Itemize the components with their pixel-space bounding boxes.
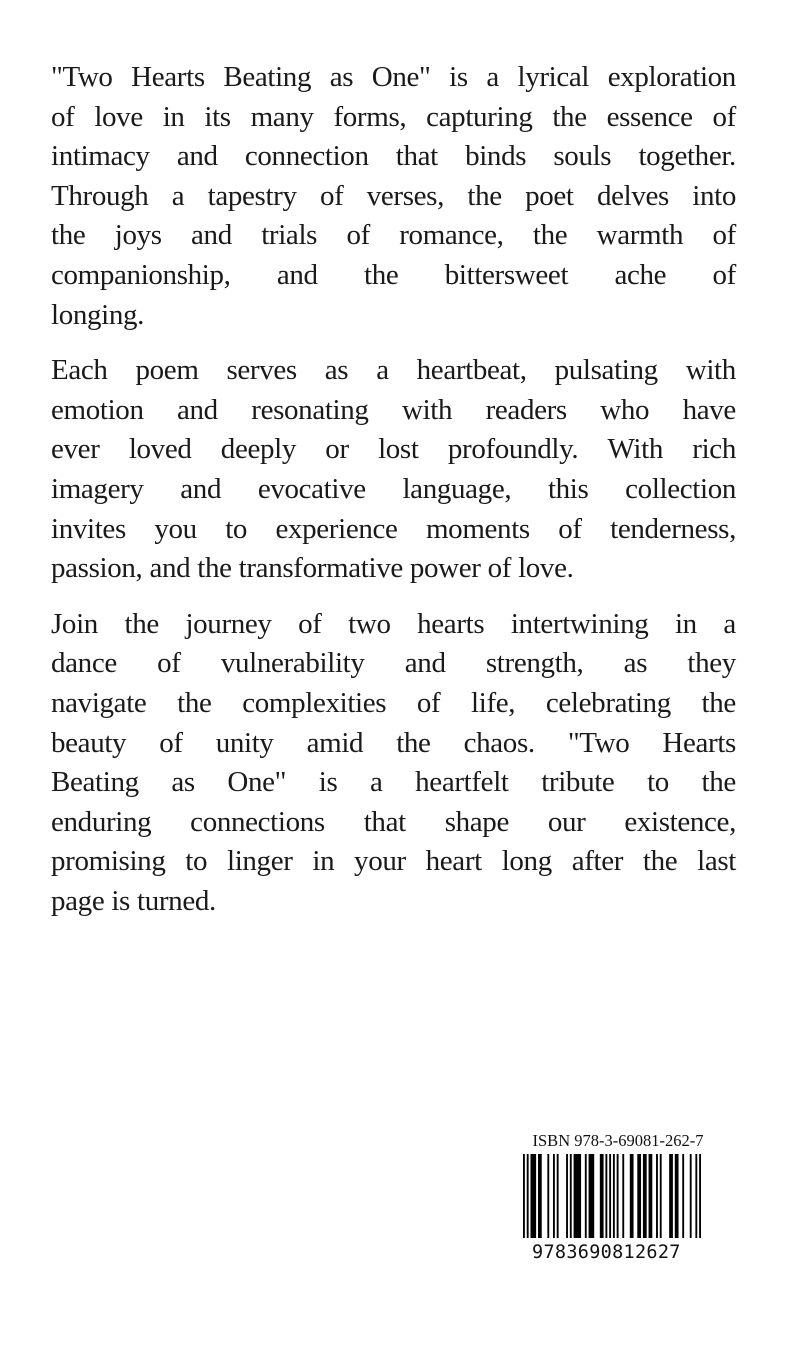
- text-line: the joys and trials of romance, the warmth of: [51, 219, 736, 252]
- text-line: companionship, and the bittersweet ache of: [51, 258, 736, 291]
- isbn-barcode-block: [516, 1130, 716, 1263]
- text-line: navigate the complexities of life, celebrating the: [51, 686, 736, 719]
- text-line: promising to linger in your heart long after the last: [51, 845, 736, 878]
- blurb-paragraph-3: [51, 605, 736, 922]
- text-line: intimacy and connection that binds souls together.: [51, 140, 736, 173]
- text-line: emotion and resonating with readers who have: [51, 393, 736, 426]
- text-line: of love in its many forms, capturing the essence of: [51, 100, 736, 133]
- text-line: Beating as One" is a heartfelt tribute to the: [51, 766, 736, 799]
- text-line: "Two Hearts Beating as One" is a lyrical exploration: [51, 61, 736, 93]
- barcode-digits: 9783690812627: [532, 1242, 681, 1263]
- text-line: Through a tapestry of verses, the poet delves into: [51, 179, 736, 212]
- text-line: beauty of unity amid the chaos. "Two Hearts: [51, 726, 736, 759]
- back-cover-blurb: [51, 58, 736, 937]
- text-line: Join the journey of two hearts intertwining in a: [51, 607, 736, 640]
- barcode-icon: [523, 1154, 701, 1238]
- text-line: page is turned.: [51, 884, 216, 917]
- isbn-label: ISBN 978-3-69081-262-7: [532, 1131, 704, 1150]
- text-line: Each poem serves as a heartbeat, pulsating with: [51, 354, 736, 387]
- blurb-paragraph-2: [51, 351, 736, 589]
- text-line: enduring connections that shape our existence,: [51, 805, 736, 838]
- text-line: ever loved deeply or lost profoundly. With rich: [51, 433, 736, 466]
- blurb-paragraph-1: [51, 58, 736, 335]
- text-line: invites you to experience moments of tenderness,: [51, 512, 736, 545]
- text-line: longing.: [51, 298, 145, 331]
- text-line: passion, and the transformative power of love.: [51, 552, 574, 585]
- text-line: imagery and evocative language, this collection: [51, 472, 736, 505]
- text-line: dance of vulnerability and strength, as they: [51, 647, 736, 680]
